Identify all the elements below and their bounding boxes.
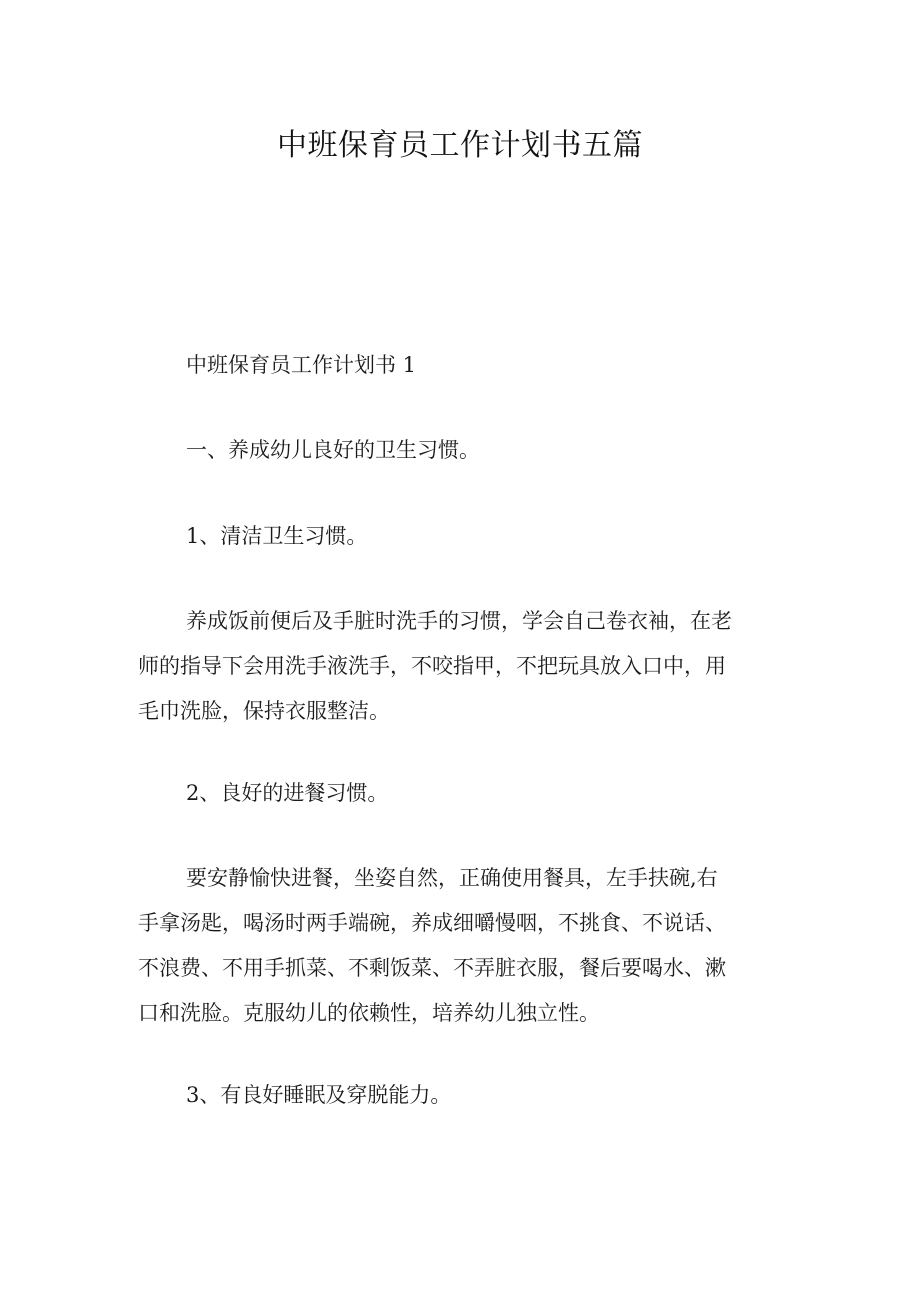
paragraph-2-line: 口和洗脸。克服幼儿的依赖性，培养幼儿独立性。 [138, 1001, 600, 1025]
paragraph-1-line: 师的指导下会用洗手液洗手，不咬指甲，不把玩具放入口中，用 [138, 654, 726, 678]
sub1-heading: 1、清洁卫生习惯。 [186, 524, 368, 548]
item1-heading: 一、养成幼儿良好的卫生习惯。 [186, 438, 480, 462]
paragraph-2-line: 不浪费、不用手抓菜、不剩饭菜、不弄脏衣服，餐后要喝水、漱 [138, 956, 726, 980]
paragraph-2-line: 要安静愉快进餐，坐姿自然，正确使用餐具，左手扶碗,右 [186, 866, 718, 890]
paragraph-2-line: 手拿汤匙，喝汤时两手端碗，养成细嚼慢咽，不挑食、不说话、 [138, 911, 726, 935]
document-title: 中班保育员工作计划书五篇 [277, 128, 643, 163]
section-heading: 中班保育员工作计划书 1 [186, 353, 417, 377]
paragraph-1-line: 养成饭前便后及手脏时洗手的习惯，学会自己卷衣袖，在老 [186, 609, 732, 633]
sub2-heading: 2、良好的进餐习惯。 [186, 781, 389, 805]
sub3-heading: 3、有良好睡眠及穿脱能力。 [186, 1083, 452, 1107]
paragraph-1-line: 毛巾洗脸，保持衣服整洁。 [138, 699, 390, 723]
